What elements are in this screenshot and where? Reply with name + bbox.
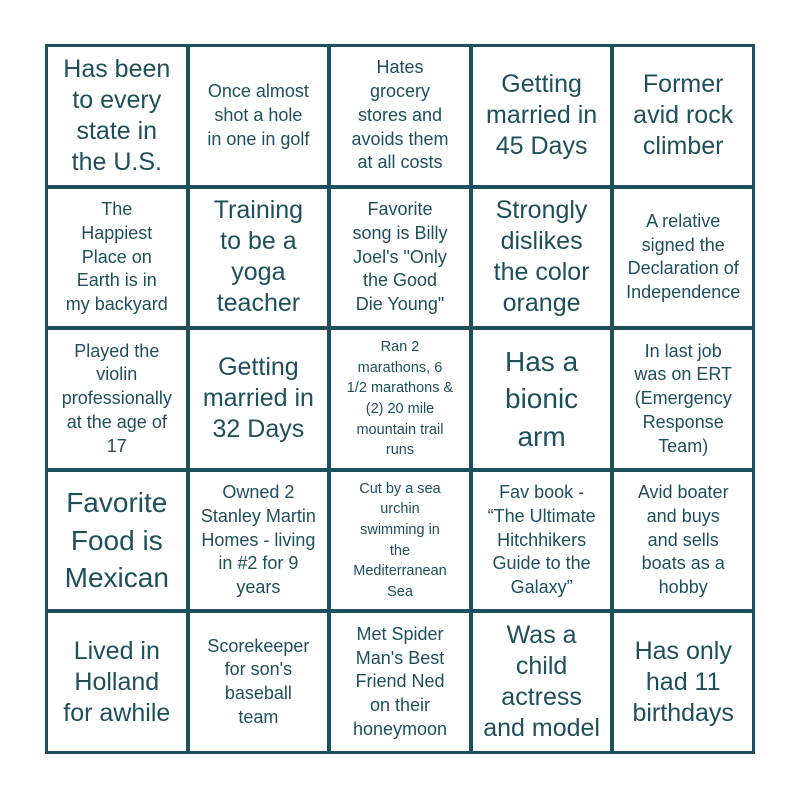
bingo-square[interactable]: Strongly dislikes the color orange (473, 189, 611, 327)
bingo-square[interactable]: Was a child actress and model (473, 613, 611, 751)
bingo-square[interactable]: Has only had 11 birthdays (614, 613, 752, 751)
bingo-card (45, 44, 755, 754)
bingo-square[interactable]: Has been to every state in the U.S. (48, 47, 186, 185)
bingo-square[interactable]: Former avid rock climber (614, 47, 752, 185)
bingo-square[interactable]: Training to be a yoga teacher (190, 189, 328, 327)
bingo-square[interactable]: Hates grocery stores and avoids them at all costs (331, 47, 469, 185)
bingo-square[interactable]: Getting married in 45 Days (473, 47, 611, 185)
bingo-square[interactable]: The Happiest Place on Earth is in my backyard (48, 189, 186, 327)
bingo-square[interactable]: Ran 2 marathons, 6 1/2 marathons & (2) 20 mile mountain trail runs (331, 330, 469, 468)
bingo-square[interactable]: Once almost shot a hole in one in golf (190, 47, 328, 185)
bingo-square[interactable]: Met Spider Man's Best Friend Ned on their honeymoon (331, 613, 469, 751)
bingo-square[interactable]: Owned 2 Stanley Martin Homes - living in #2 for 9 years (190, 472, 328, 610)
bingo-square[interactable]: Favorite song is Billy Joel's "Only the Good Die Young" (331, 189, 469, 327)
bingo-square[interactable]: Favorite Food is Mexican (48, 472, 186, 610)
bingo-square[interactable]: In last job was on ERT (Emergency Response Team) (614, 330, 752, 468)
bingo-square[interactable]: A relative signed the Declaration of Independence (614, 189, 752, 327)
bingo-square[interactable]: Scorekeeper for son's baseball team (190, 613, 328, 751)
bingo-square[interactable]: Getting married in 32 Days (190, 330, 328, 468)
bingo-square[interactable]: Fav book - “The Ultimate Hitchhikers Guide to the Galaxy” (473, 472, 611, 610)
bingo-square[interactable]: Played the violin professionally at the age of 17 (48, 330, 186, 468)
bingo-square[interactable]: Lived in Holland for awhile (48, 613, 186, 751)
bingo-square[interactable]: Cut by a sea urchin swimming in the Mediterranean Sea (331, 472, 469, 610)
bingo-square[interactable]: Has a bionic arm (473, 330, 611, 468)
bingo-square[interactable]: Avid boater and buys and sells boats as a hobby (614, 472, 752, 610)
